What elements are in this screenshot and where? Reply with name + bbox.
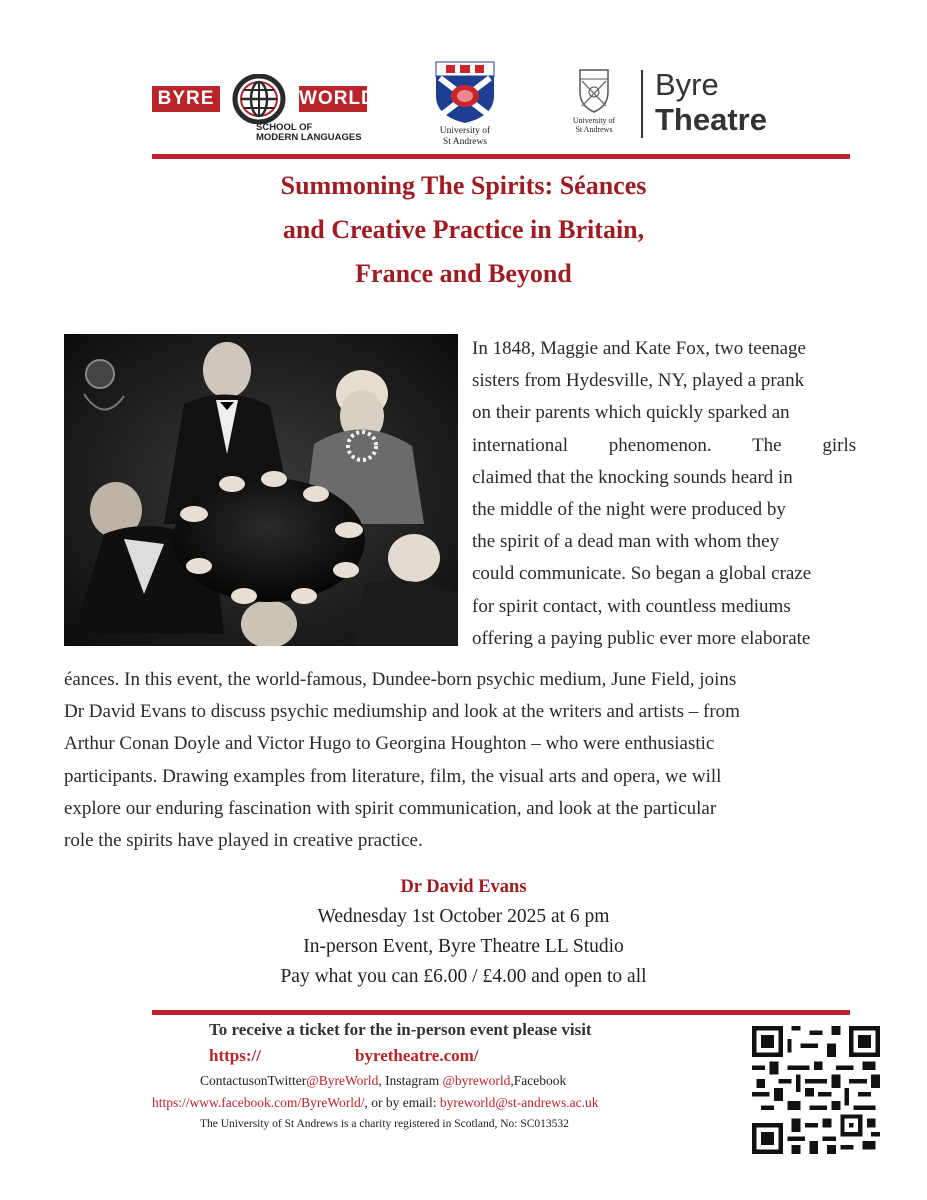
speaker-name: Dr David Evans xyxy=(400,877,527,897)
header-rule xyxy=(152,154,850,159)
page-title: Summoning The Spirits: Séances and Creative Practice in Britain, France and Beyond xyxy=(280,171,647,288)
email-link[interactable]: byreworld@st-andrews.ac.uk xyxy=(439,1095,599,1110)
event-date: Wednesday 1st October 2025 at 6 pm xyxy=(317,906,610,927)
seance-illustration xyxy=(64,334,458,646)
intro-paragraph xyxy=(472,333,882,655)
event-price: Pay what you can £6.00 / £4.00 and open to all xyxy=(280,966,647,987)
ticket-link-part1[interactable]: https:// xyxy=(209,1046,261,1065)
event-details xyxy=(152,872,775,992)
text-line: Dr David Evans to discuss psychic mediumship and look at the writers and artists – from xyxy=(64,701,740,723)
shield-icon xyxy=(432,60,498,124)
university-caption: University of St Andrews xyxy=(439,126,491,147)
contact-line: ContactusonTwitter@ByreWorld, Instagram @byreworld,Facebook xyxy=(200,1073,567,1088)
school-caption: SCHOOL OF MODERN LANGUAGES xyxy=(256,122,362,143)
body-paragraph xyxy=(64,664,882,857)
text-line: could communicate. So began a global craze xyxy=(472,563,812,585)
globe-icon xyxy=(218,74,300,124)
text-line: sisters from Hydesville, NY, played a prank xyxy=(472,370,805,392)
text-line: explore our enduring fascination with spirit communication, and look at the particular xyxy=(64,797,717,819)
byre-world-logo-left: BYRE xyxy=(152,86,220,112)
university-small-crest xyxy=(566,68,622,138)
byre-wordmark: Byre xyxy=(655,67,719,102)
university-small-caption: University of St Andrews xyxy=(572,116,616,134)
text-line: éances. In this event, the world-famous, Dundee-born psychic medium, June Field, joins xyxy=(64,669,737,690)
shield-outline-icon xyxy=(566,68,622,114)
facebook-link[interactable]: https://www.facebook.com/ByreWorld/ xyxy=(152,1095,365,1110)
text-line: on their parents which quickly sparked an xyxy=(472,402,790,424)
ticket-link-part2[interactable]: byretheatre.com/ xyxy=(355,1046,479,1065)
ticket-instructions: To receive a ticket for the in-person event please visit xyxy=(209,1020,592,1039)
footer-rule xyxy=(152,1010,850,1015)
text-line: offering a paying public ever more elaborate xyxy=(472,627,811,649)
event-venue: In-person Event, Byre Theatre LL Studio xyxy=(303,936,624,957)
text-line: the middle of the night were produced by xyxy=(472,499,786,521)
text-line: role the spirits have played in creative practice. xyxy=(64,830,423,852)
twitter-link[interactable]: @ByreWorld xyxy=(306,1073,379,1088)
text-line: claimed that the knocking sounds heard in xyxy=(472,466,793,488)
university-crest-logo xyxy=(432,60,498,152)
instagram-link[interactable]: @byreworld xyxy=(442,1073,511,1088)
qr-code[interactable] xyxy=(752,1026,880,1154)
text-line: international phenomenon. The girls xyxy=(472,434,857,456)
seance-photo xyxy=(64,334,458,646)
byre-world-logo xyxy=(152,66,376,146)
byre-world-logo-right: WORLD xyxy=(299,86,367,112)
text-line: the spirit of a dead man with whom they xyxy=(472,531,780,553)
charity-notice: The University of St Andrews is a charity registered in Scotland, No: SC013532 xyxy=(200,1118,569,1130)
theatre-wordmark: Theatre xyxy=(655,102,767,137)
text-line: In 1848, Maggie and Kate Fox, two teenage xyxy=(472,338,806,359)
text-line: for spirit contact, with countless mediums xyxy=(472,595,791,617)
contact-line-2: https://www.facebook.com/ByreWorld/, or by email: byreworld@st-andrews.ac.uk xyxy=(152,1095,599,1110)
text-line: Arthur Conan Doyle and Victor Hugo to Georgina Houghton – who were enthusiastic xyxy=(64,733,715,755)
text-line: participants. Drawing examples from literature, film, the visual arts and opera, we will xyxy=(64,765,722,787)
logo-divider xyxy=(641,70,643,138)
